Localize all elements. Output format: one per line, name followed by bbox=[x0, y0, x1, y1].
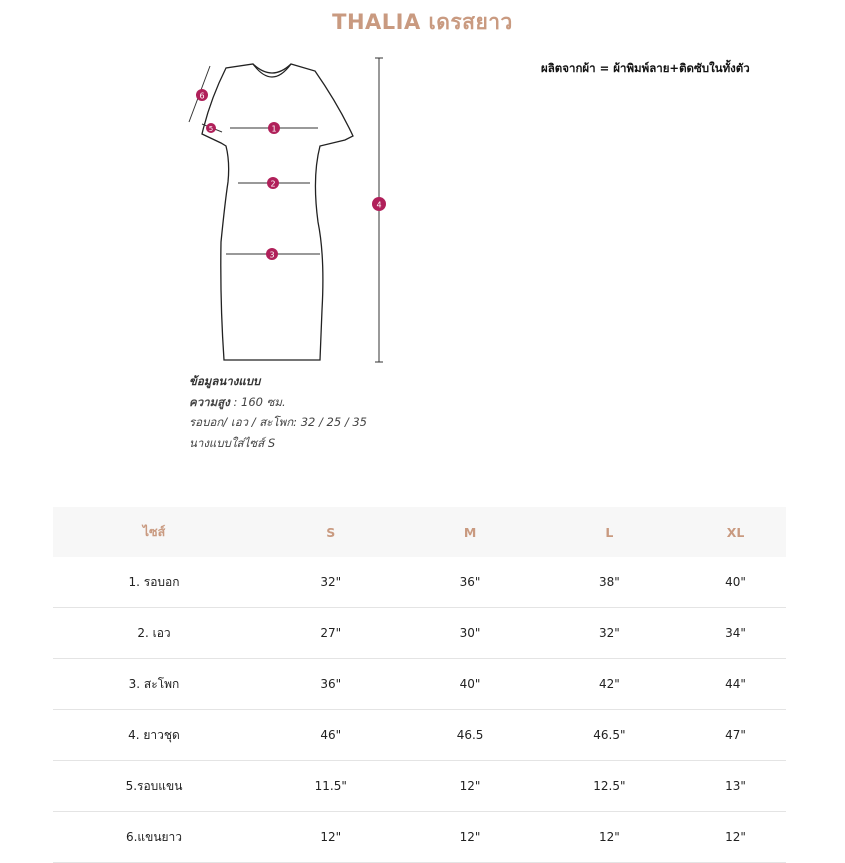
cell: 32" bbox=[255, 557, 407, 608]
material-note: ผลิตจากผ้า = ผ้าพิมพ์ลาย+ติดซับในทั้งตัว bbox=[541, 61, 750, 75]
marker-3 bbox=[266, 248, 278, 260]
cell: 11.5" bbox=[255, 761, 407, 812]
marker-4 bbox=[372, 197, 386, 211]
svg-text:3: 3 bbox=[269, 250, 275, 260]
table-row bbox=[53, 608, 786, 659]
svg-text:5: 5 bbox=[208, 125, 214, 133]
cell: 34" bbox=[685, 608, 786, 659]
cell: 36" bbox=[255, 659, 407, 710]
table-row bbox=[53, 557, 786, 608]
model-info-heading: ข้อมูลนางแบบ bbox=[189, 374, 261, 388]
marker-1 bbox=[268, 122, 280, 134]
cell: 38" bbox=[534, 557, 686, 608]
cell: 12" bbox=[407, 761, 534, 812]
cell: 44" bbox=[685, 659, 786, 710]
table-row bbox=[53, 659, 786, 710]
row-label: 6.แขนยาว bbox=[53, 812, 255, 863]
row-label: 4. ยาวชุด bbox=[53, 710, 255, 761]
header-m: M bbox=[407, 507, 534, 557]
size-chart-header-row bbox=[53, 507, 786, 557]
table-row bbox=[53, 761, 786, 812]
cell: 36" bbox=[407, 557, 534, 608]
cell: 27" bbox=[255, 608, 407, 659]
model-height: ความสูง : 160 ซม. bbox=[189, 394, 286, 409]
model-size-worn: นางแบบใส่ไซส์ S bbox=[189, 435, 276, 450]
svg-text:4: 4 bbox=[376, 200, 382, 210]
marker-2 bbox=[267, 177, 279, 189]
cell: 12" bbox=[407, 812, 534, 863]
size-chart-table bbox=[53, 507, 786, 863]
cell: 46.5" bbox=[534, 710, 686, 761]
svg-text:2: 2 bbox=[270, 179, 276, 189]
cell: 46" bbox=[255, 710, 407, 761]
dress-diagram bbox=[180, 52, 400, 372]
page-title: THALIA เดรสยาว bbox=[332, 10, 513, 34]
header-xl: XL bbox=[685, 507, 786, 557]
row-label: 2. เอว bbox=[53, 608, 255, 659]
svg-text:1: 1 bbox=[271, 124, 277, 134]
cell: 30" bbox=[407, 608, 534, 659]
marker-6 bbox=[196, 89, 208, 101]
cell: 12.5" bbox=[534, 761, 686, 812]
marker-5 bbox=[206, 123, 216, 133]
cell: 46.5 bbox=[407, 710, 534, 761]
row-label: 1. รอบอก bbox=[53, 557, 255, 608]
svg-text:6: 6 bbox=[199, 91, 205, 101]
table-row bbox=[53, 710, 786, 761]
neckline bbox=[253, 64, 291, 77]
header-size: ไซส์ bbox=[53, 507, 255, 557]
model-measurements: รอบอก/ เอว / สะโพก: 32 / 25 / 35 bbox=[189, 415, 367, 429]
cell: 40" bbox=[407, 659, 534, 710]
row-label: 5.รอบแขน bbox=[53, 761, 255, 812]
cell: 12" bbox=[534, 812, 686, 863]
cell: 32" bbox=[534, 608, 686, 659]
dress-outline bbox=[202, 64, 353, 360]
model-info bbox=[189, 371, 367, 453]
cell: 40" bbox=[685, 557, 786, 608]
table-row bbox=[53, 812, 786, 863]
cell: 13" bbox=[685, 761, 786, 812]
cell: 12" bbox=[685, 812, 786, 863]
cell: 12" bbox=[255, 812, 407, 863]
cell: 42" bbox=[534, 659, 686, 710]
cell: 47" bbox=[685, 710, 786, 761]
header-l: L bbox=[534, 507, 686, 557]
header-s: S bbox=[255, 507, 407, 557]
row-label: 3. สะโพก bbox=[53, 659, 255, 710]
